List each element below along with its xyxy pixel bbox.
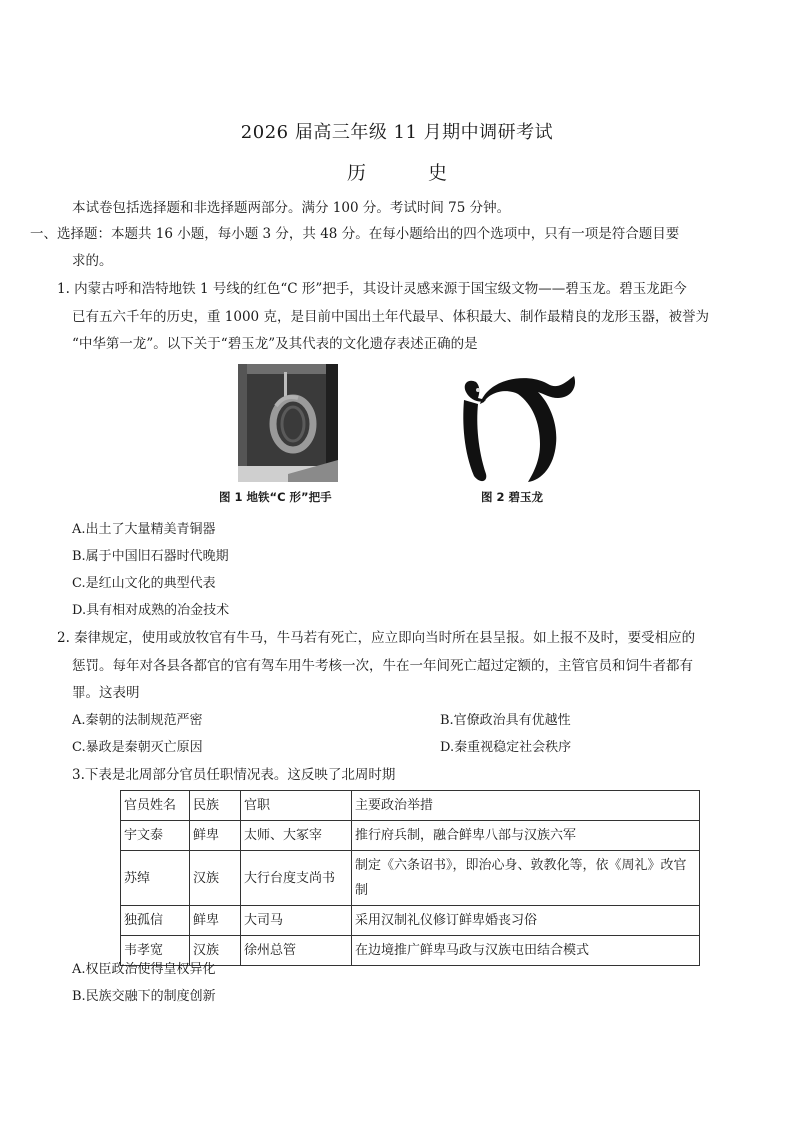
q1-option-a: A.出土了大量精美青铜器 (72, 522, 216, 537)
table-cell: 太师、大冢宰 (241, 821, 352, 851)
table-cell: 韦孝宽 (121, 936, 190, 966)
q1-option-b: B.属于中国旧石器时代晚期 (72, 549, 229, 564)
table-header-cell: 官职 (241, 791, 352, 821)
q1-stem-line1: 1. 内蒙古呼和浩特地铁 1 号线的红色“C 形”把手，其设计灵感来源于国宝级文物——碧玉龙。碧玉龙距今 (57, 281, 687, 297)
table-cell: 苏绰 (121, 851, 190, 906)
table-cell: 鲜卑 (190, 906, 241, 936)
table-cell: 宇文泰 (121, 821, 190, 851)
q2-option-a: A.秦朝的法制规范严密 (72, 713, 203, 728)
figure-2-jade-dragon-image (458, 364, 582, 488)
section-heading-line2: 求的。 (72, 253, 113, 269)
table-header-cell: 主要政治举措 (352, 791, 700, 821)
table-cell: 采用汉制礼仪修订鲜卑婚丧习俗 (352, 906, 700, 936)
q1-option-d: D.具有相对成熟的冶金技术 (72, 603, 230, 618)
table-row (121, 851, 700, 906)
table-cell: 在边境推广鲜卑马政与汉族屯田结合模式 (352, 936, 700, 966)
q3-stem: 3.下表是北周部分官员任职情况表。这反映了北周时期 (72, 767, 396, 783)
exam-title: 2026 届高三年级 11 月期中调研考试 (240, 122, 554, 143)
table-cell: 推行府兵制，融合鲜卑八部与汉族六军 (352, 821, 700, 851)
officials-table (120, 790, 700, 966)
figure-1-caption: 图 1 地铁“C 形”把手 (219, 490, 332, 504)
q2-option-d: D.秦重视稳定社会秩序 (440, 740, 572, 755)
q2-option-c: C.暴政是秦朝灭亡原因 (72, 740, 203, 755)
q2-stem-line3: 罪。这表明 (72, 685, 140, 701)
section-heading-line1: 一、选择题：本题共 16 小题，每小题 3 分，共 48 分。在每小题给出的四个选项中，只有一项是符合题目要 (30, 226, 680, 242)
table-cell: 大行台度支尚书 (241, 851, 352, 906)
table-header-cell: 民族 (190, 791, 241, 821)
exam-intro: 本试卷包括选择题和非选择题两部分。满分 100 分。考试时间 75 分钟。 (72, 200, 511, 216)
figure-2-caption: 图 2 碧玉龙 (481, 490, 544, 504)
q3-option-b: B.民族交融下的制度创新 (72, 989, 216, 1004)
table-cell: 大司马 (241, 906, 352, 936)
table-cell: 独孤信 (121, 906, 190, 936)
q2-option-b: B.官僚政治具有优越性 (440, 713, 571, 728)
q2-stem-line1: 2. 秦律规定，使用或放牧官有牛马，牛马若有死亡，应立即向当时所在县呈报。如上报不及时，要受相应的 (57, 630, 696, 646)
table-header-row (121, 791, 700, 821)
q1-stem-line2: 已有五六千年的历史，重 1000 克，是目前中国出土年代最早、体积最大、制作最精良的龙形玉器，被誉为 (72, 309, 709, 325)
table-cell: 制定《六条诏书》，即治心身、敦教化等，依《周礼》改官制 (352, 851, 700, 906)
table-cell: 徐州总管 (241, 936, 352, 966)
subject-title: 历 史 (346, 162, 476, 184)
q1-stem-line3: “中华第一龙”。以下关于“碧玉龙”及其代表的文化遗存表述正确的是 (72, 336, 478, 352)
q2-stem-line2: 惩罚。每年对各县各都官的官有驾车用牛考核一次，牛在一年间死亡超过定额的，主管官员和饲牛者都有 (72, 658, 693, 674)
q3-option-a: A.权臣政治使得皇权异化 (72, 962, 216, 977)
table-row (121, 821, 700, 851)
table-cell: 汉族 (190, 936, 241, 966)
table-header-cell: 官员姓名 (121, 791, 190, 821)
figure-1-subway-handle-photo (238, 364, 338, 482)
table-cell: 鲜卑 (190, 821, 241, 851)
q1-option-c: C.是红山文化的典型代表 (72, 576, 216, 591)
table-row (121, 906, 700, 936)
table-cell: 汉族 (190, 851, 241, 906)
